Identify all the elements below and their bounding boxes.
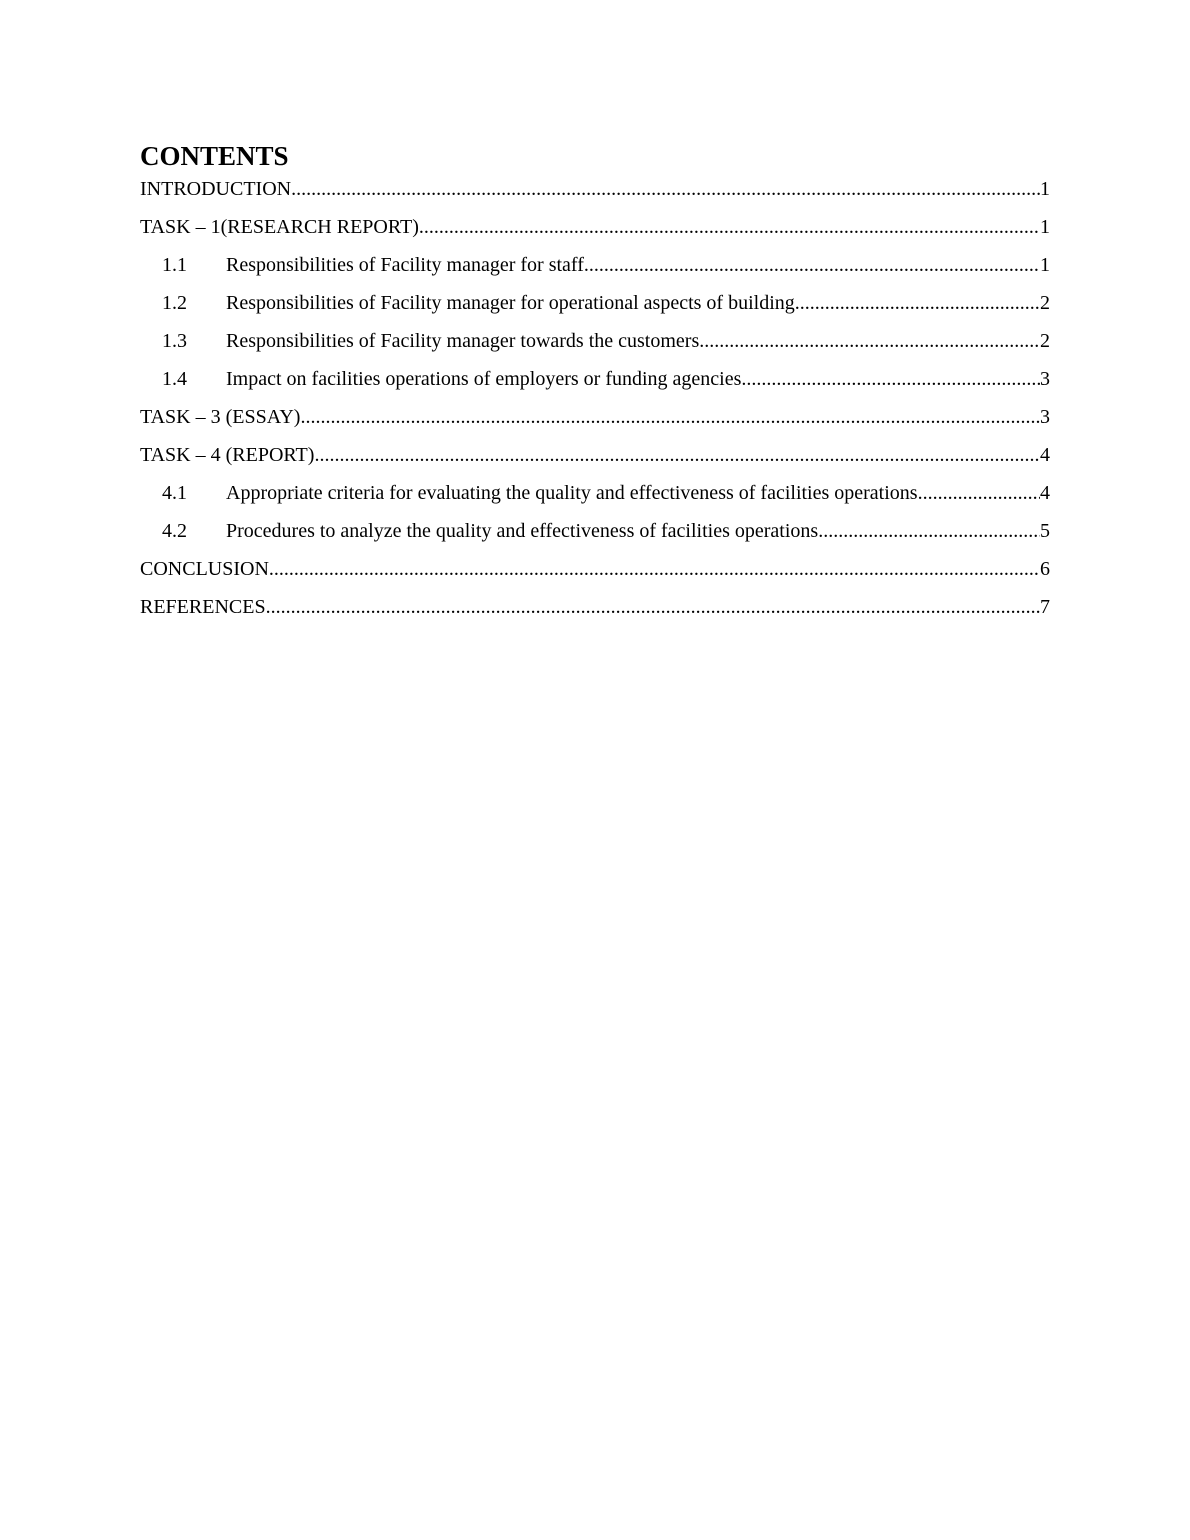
toc-entry-1-1[interactable] — [140, 246, 1050, 284]
toc-dot-leader — [300, 398, 1040, 436]
toc-page-number: 6 — [1040, 558, 1050, 580]
toc-entry-task-4[interactable] — [140, 436, 1050, 474]
toc-dot-leader — [584, 246, 1040, 284]
table-of-contents — [140, 170, 1050, 626]
toc-entry-1-2[interactable] — [140, 284, 1050, 322]
toc-entry-4-1[interactable] — [140, 474, 1050, 512]
toc-dot-leader — [269, 550, 1040, 588]
toc-entry-text: INTRODUCTION — [140, 178, 292, 200]
toc-dot-leader — [818, 512, 1040, 550]
toc-entry-text: Procedures to analyze the quality and effectiveness of facilities operations — [226, 520, 819, 542]
toc-page-number: 7 — [1040, 596, 1050, 618]
toc-entry-text: Responsibilities of Facility manager towards the customers — [226, 330, 700, 352]
toc-dot-leader — [699, 322, 1040, 360]
toc-dot-leader — [266, 588, 1040, 626]
toc-entry-conclusion[interactable] — [140, 550, 1050, 588]
toc-entry-references[interactable] — [140, 588, 1050, 626]
toc-dot-leader — [741, 360, 1040, 398]
toc-entry-text: CONCLUSION — [140, 558, 269, 580]
toc-entry-text: TASK – 3 (ESSAY) — [140, 406, 301, 428]
toc-page-number: 1 — [1040, 216, 1050, 238]
toc-dot-leader — [918, 474, 1040, 512]
toc-entry-number: 1.1 — [162, 254, 187, 276]
toc-entry-text: Responsibilities of Facility manager for operational aspects of building — [226, 292, 795, 314]
toc-entry-number: 1.4 — [162, 368, 187, 390]
toc-dot-leader — [314, 436, 1040, 474]
toc-entry-1-3[interactable] — [140, 322, 1050, 360]
toc-page-number: 1 — [1040, 254, 1050, 276]
toc-entry-text: REFERENCES — [140, 596, 266, 618]
toc-page-number: 1 — [1040, 178, 1050, 200]
toc-entry-text: Impact on facilities operations of employers or funding agencies — [226, 368, 742, 390]
toc-dot-leader — [419, 208, 1040, 246]
toc-entry-text: Appropriate criteria for evaluating the quality and effectiveness of facilities operations — [226, 482, 918, 504]
toc-page-number: 3 — [1040, 368, 1050, 390]
toc-page-number: 3 — [1040, 406, 1050, 428]
toc-page-number: 2 — [1040, 330, 1050, 352]
toc-entry-1-4[interactable] — [140, 360, 1050, 398]
toc-page-number: 4 — [1040, 482, 1050, 504]
toc-entry-number: 4.2 — [162, 520, 187, 542]
toc-entry-task-3[interactable] — [140, 398, 1050, 436]
toc-entry-4-2[interactable] — [140, 512, 1050, 550]
toc-dot-leader — [795, 284, 1040, 322]
toc-page-number: 5 — [1040, 520, 1050, 542]
toc-page-number: 2 — [1040, 292, 1050, 314]
toc-entry-text: TASK – 1(RESEARCH REPORT) — [140, 216, 419, 238]
toc-entry-text: Responsibilities of Facility manager for staff — [226, 254, 584, 276]
toc-entry-task-1[interactable] — [140, 208, 1050, 246]
toc-entry-text: TASK – 4 (REPORT) — [140, 444, 315, 466]
toc-dot-leader — [291, 170, 1040, 208]
toc-entry-introduction[interactable] — [140, 170, 1050, 208]
toc-entry-number: 1.3 — [162, 330, 187, 352]
toc-page-number: 4 — [1040, 444, 1050, 466]
toc-entry-number: 4.1 — [162, 482, 187, 504]
toc-entry-number: 1.2 — [162, 292, 187, 314]
toc-title: CONTENTS — [140, 141, 289, 171]
